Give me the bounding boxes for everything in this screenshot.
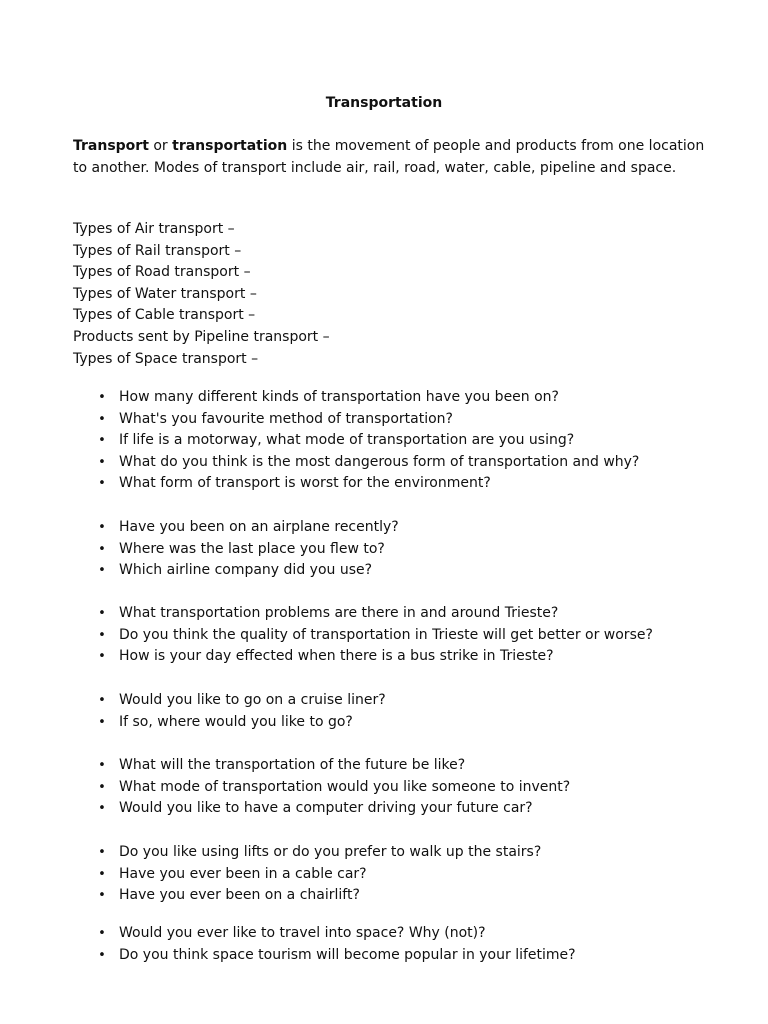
bullet-icon: • (98, 563, 106, 579)
type-road: Types of Road transport – (73, 264, 251, 281)
intro-paragraph (73, 136, 713, 179)
question-group-future (97, 755, 737, 820)
question-group-local (97, 603, 737, 668)
bullet-icon: • (98, 627, 106, 643)
bullet-icon: • (98, 888, 106, 904)
question-text: What mode of transportation would you like someone to invent? (119, 778, 571, 795)
question-text: What do you think is the most dangerous form of transportation and why? (119, 453, 640, 470)
question-item (97, 923, 737, 945)
question-text: Have you ever been in a cable car? (119, 865, 367, 882)
question-text: Would you ever like to travel into space? Why (not)? (119, 925, 486, 941)
intro-term-transport: Transport (73, 138, 149, 154)
question-item (97, 603, 737, 625)
question-group-space (97, 923, 737, 966)
bullet-icon: • (98, 926, 106, 941)
intro-body: is the movement of people and products from one location to another. Modes of transport include air, rail, road, water, cable, pipeline and space. (73, 138, 705, 176)
bullet-icon: • (98, 476, 106, 492)
bullet-icon: • (98, 714, 106, 730)
question-text: Have you been on an airplane recently? (119, 519, 399, 535)
intro-connector: or (148, 138, 173, 154)
type-air: Types of Air transport – (73, 221, 235, 237)
question-item (97, 517, 737, 539)
question-text: How many different kinds of transportation have you been on? (119, 389, 559, 405)
intro-term-transportation: transportation (172, 138, 288, 154)
question-item (97, 560, 737, 582)
question-item (97, 798, 737, 820)
question-text: What will the transportation of the future be like? (119, 757, 466, 773)
question-group-water (97, 690, 737, 733)
bullet-icon: • (98, 779, 106, 795)
question-item (97, 885, 737, 907)
question-text: Do you think the quality of transportation in Trieste will get better or worse? (119, 626, 653, 643)
question-group-cable (97, 842, 737, 907)
bullet-icon: • (98, 541, 106, 557)
question-item (97, 755, 737, 777)
bullet-icon: • (98, 801, 106, 817)
question-item (97, 864, 737, 886)
bullet-icon: • (98, 454, 106, 470)
question-item (97, 690, 737, 712)
question-item (97, 409, 737, 431)
question-text: Where was the last place you flew to? (119, 540, 385, 557)
question-item (97, 625, 737, 647)
question-text: What's you favourite method of transportation? (119, 410, 453, 427)
bullet-icon: • (98, 845, 106, 860)
bullet-icon: • (98, 947, 106, 963)
question-item (97, 430, 737, 452)
bullet-icon: • (98, 866, 106, 882)
page-title: Transportation (325, 95, 443, 111)
question-item (97, 777, 737, 799)
bullet-icon: • (98, 520, 106, 535)
question-item (97, 452, 737, 474)
question-text: Which airline company did you use? (119, 562, 373, 579)
question-text: What form of transport is worst for the environment? (119, 475, 491, 492)
question-text: Do you think space tourism will become popular in your lifetime? (119, 946, 576, 963)
question-group-air (97, 517, 737, 582)
bullet-icon: • (98, 693, 106, 708)
type-cable: Types of Cable transport – (73, 307, 256, 324)
type-rail: Types of Rail transport – (73, 242, 242, 259)
question-text: How is your day effected when there is a bus strike in Trieste? (119, 648, 554, 665)
bullet-icon: • (98, 649, 106, 665)
bullet-icon: • (98, 390, 106, 405)
question-item (97, 646, 737, 668)
question-text: Do you like using lifts or do you prefer to walk up the stairs? (119, 844, 542, 860)
question-item (97, 473, 737, 495)
transport-types-list (73, 219, 713, 370)
bullet-icon: • (98, 433, 106, 449)
question-item (97, 387, 737, 409)
question-text: Would you like to go on a cruise liner? (119, 692, 386, 708)
bullet-icon: • (98, 606, 106, 621)
question-item (97, 712, 737, 734)
question-item (97, 842, 737, 864)
bullet-icon: • (98, 411, 106, 427)
bullet-icon: • (98, 758, 106, 773)
question-text: If so, where would you like to go? (119, 713, 353, 730)
type-pipeline: Products sent by Pipeline transport – (73, 328, 330, 345)
question-text: Have you ever been on a chairlift? (119, 887, 360, 904)
type-space: Types of Space transport – (73, 350, 259, 367)
question-text: If life is a motorway, what mode of transportation are you using? (119, 432, 575, 449)
type-water: Types of Water transport – (73, 285, 257, 302)
question-group-general (97, 387, 737, 495)
question-item (97, 539, 737, 561)
question-item (97, 945, 737, 967)
question-text: Would you like to have a computer driving your future car? (119, 800, 533, 817)
question-text: What transportation problems are there in and around Trieste? (119, 605, 559, 621)
